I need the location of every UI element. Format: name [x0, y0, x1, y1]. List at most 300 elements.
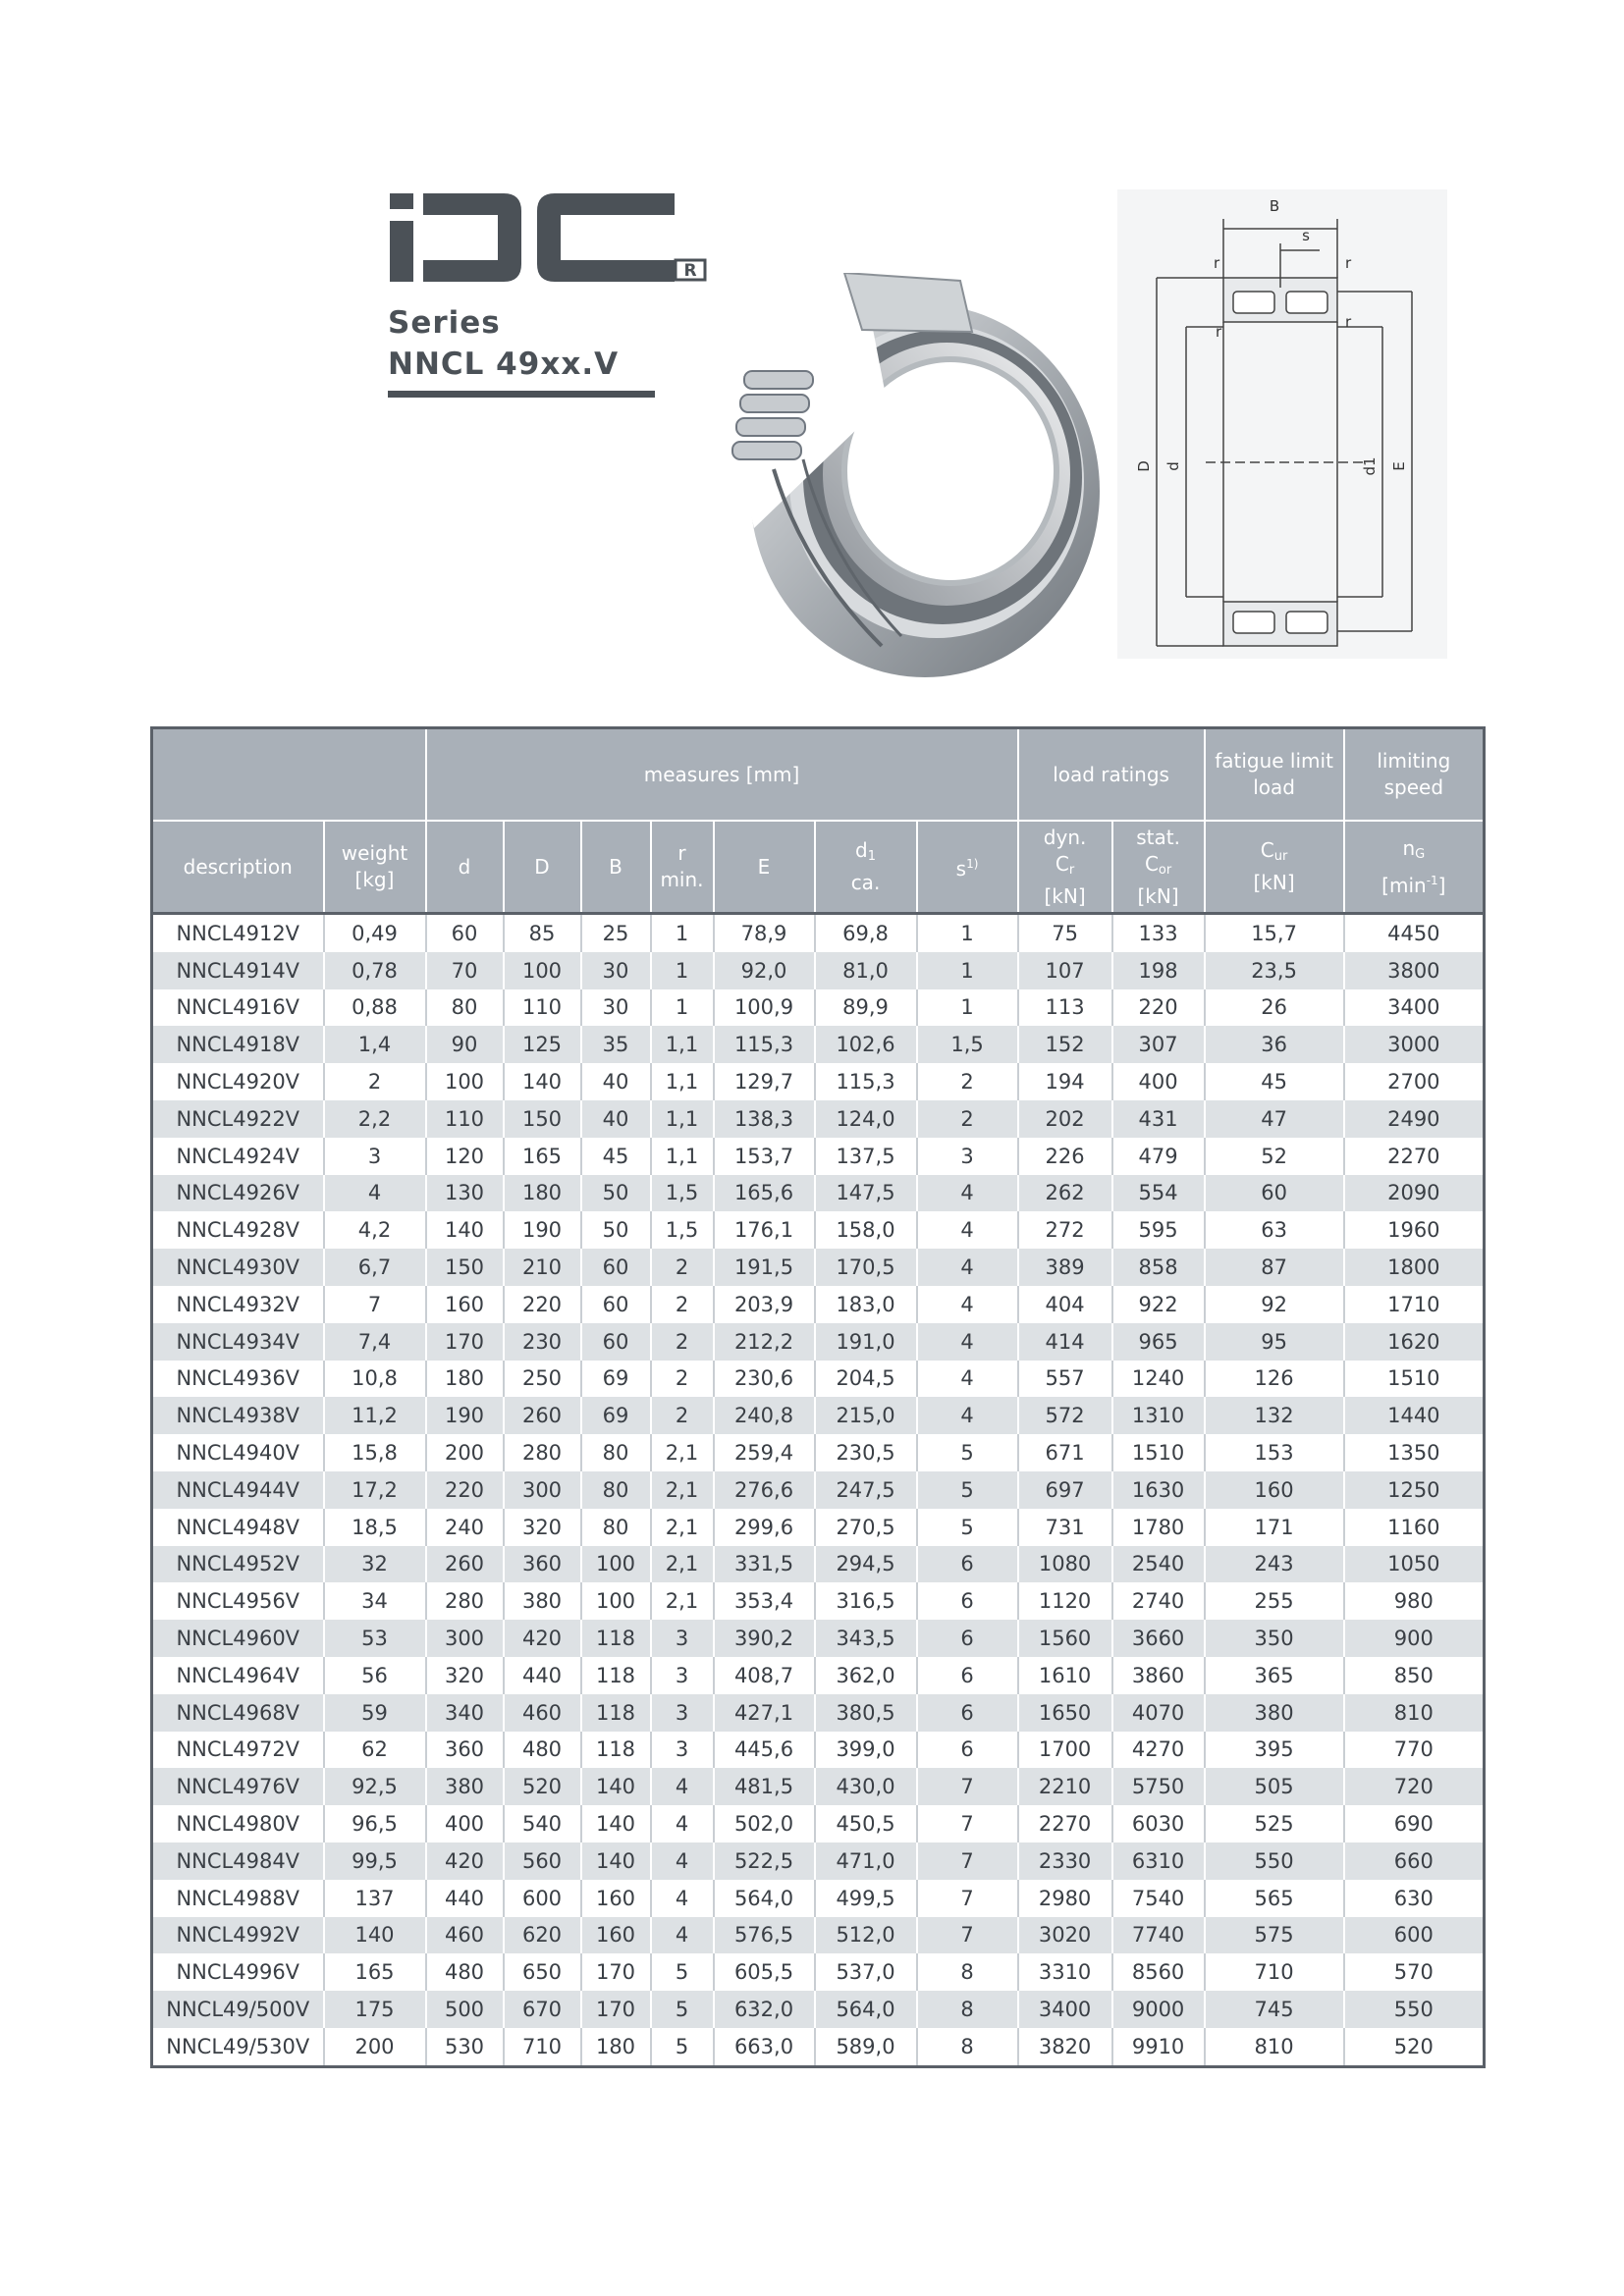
- cell-E: 138,3: [714, 1100, 815, 1138]
- cell-d: 280: [426, 1582, 504, 1620]
- table-row: [152, 1323, 1485, 1361]
- cell-s: 8: [917, 2028, 1018, 2066]
- cell-r-min: 5: [651, 1991, 714, 2028]
- cell-description: NNCL49/500V: [152, 1991, 324, 2028]
- table-row: [152, 1657, 1485, 1694]
- cell-cur: 380: [1205, 1694, 1344, 1732]
- cell-stat-cor: 554: [1112, 1175, 1205, 1212]
- cell-D: 110: [504, 989, 581, 1027]
- cell-B: 25: [581, 914, 651, 952]
- cell-r-min: 2,1: [651, 1509, 714, 1546]
- label-B: B: [1269, 197, 1280, 215]
- cell-d: 460: [426, 1917, 504, 1954]
- cell-r-min: 2,1: [651, 1434, 714, 1471]
- cell-cur: 505: [1205, 1768, 1344, 1805]
- cell-D: 520: [504, 1768, 581, 1805]
- cell-d: 480: [426, 1953, 504, 1991]
- cell-cur: 36: [1205, 1026, 1344, 1063]
- cell-d1: 247,5: [815, 1471, 917, 1509]
- cell-s: 6: [917, 1546, 1018, 1583]
- cell-stat-cor: 595: [1112, 1211, 1205, 1249]
- cell-stat-cor: 479: [1112, 1138, 1205, 1175]
- cell-D: 360: [504, 1546, 581, 1583]
- cell-E: 153,7: [714, 1138, 815, 1175]
- cell-description: NNCL4952V: [152, 1546, 324, 1583]
- cell-D: 150: [504, 1100, 581, 1138]
- cell-D: 320: [504, 1509, 581, 1546]
- cell-d1: 147,5: [815, 1175, 917, 1212]
- cell-weight: 96,5: [324, 1805, 426, 1842]
- cell-r-min: 2,1: [651, 1546, 714, 1583]
- cell-weight: 18,5: [324, 1509, 426, 1546]
- cell-ng: 1800: [1344, 1249, 1485, 1286]
- cell-s: 4: [917, 1211, 1018, 1249]
- table-row: [152, 1211, 1485, 1249]
- cell-s: 2: [917, 1100, 1018, 1138]
- measures-group-header: measures [mm]: [426, 728, 1018, 822]
- col-description: description: [152, 821, 324, 914]
- cell-B: 40: [581, 1100, 651, 1138]
- cell-weight: 34: [324, 1582, 426, 1620]
- col-stat-cor: stat. $C_{or}$ [kN]: [1112, 821, 1205, 914]
- cell-stat-cor: 1780: [1112, 1509, 1205, 1546]
- cell-r-min: 1: [651, 914, 714, 952]
- table-row: [152, 1361, 1485, 1398]
- cell-D: 650: [504, 1953, 581, 1991]
- cell-cur: 395: [1205, 1732, 1344, 1769]
- cell-ng: 1440: [1344, 1397, 1485, 1434]
- table-row: [152, 1471, 1485, 1509]
- table-row: [152, 1063, 1485, 1100]
- cell-B: 160: [581, 1880, 651, 1917]
- cell-description: NNCL4980V: [152, 1805, 324, 1842]
- cell-E: 605,5: [714, 1953, 815, 1991]
- cell-s: 1,5: [917, 1026, 1018, 1063]
- cell-d1: 343,5: [815, 1620, 917, 1657]
- cell-ng: 3000: [1344, 1026, 1485, 1063]
- cell-dyn-cr: 226: [1018, 1138, 1112, 1175]
- cell-B: 160: [581, 1917, 651, 1954]
- cell-ng: 1160: [1344, 1509, 1485, 1546]
- cell-s: 6: [917, 1657, 1018, 1694]
- cell-stat-cor: 4270: [1112, 1732, 1205, 1769]
- cell-stat-cor: 1630: [1112, 1471, 1205, 1509]
- cell-E: 353,4: [714, 1582, 815, 1620]
- cell-D: 480: [504, 1732, 581, 1769]
- cell-ng: 1250: [1344, 1471, 1485, 1509]
- cell-d1: 191,0: [815, 1323, 917, 1361]
- cell-cur: 45: [1205, 1063, 1344, 1100]
- cell-dyn-cr: 2330: [1018, 1842, 1112, 1880]
- cell-d: 340: [426, 1694, 504, 1732]
- cell-d: 240: [426, 1509, 504, 1546]
- cell-ng: 3800: [1344, 952, 1485, 989]
- cell-dyn-cr: 572: [1018, 1397, 1112, 1434]
- cell-r-min: 2: [651, 1361, 714, 1398]
- cell-description: NNCL4918V: [152, 1026, 324, 1063]
- cell-r-min: 2,1: [651, 1471, 714, 1509]
- cell-dyn-cr: 404: [1018, 1286, 1112, 1323]
- cell-E: 191,5: [714, 1249, 815, 1286]
- cell-dyn-cr: 2980: [1018, 1880, 1112, 1917]
- cell-weight: 11,2: [324, 1397, 426, 1434]
- cell-dyn-cr: 697: [1018, 1471, 1112, 1509]
- cell-B: 100: [581, 1582, 651, 1620]
- cell-E: 240,8: [714, 1397, 815, 1434]
- cell-description: NNCL4938V: [152, 1397, 324, 1434]
- cell-B: 60: [581, 1286, 651, 1323]
- cell-stat-cor: 1310: [1112, 1397, 1205, 1434]
- cell-r-min: 4: [651, 1805, 714, 1842]
- cell-d: 120: [426, 1138, 504, 1175]
- table-row: [152, 2028, 1485, 2066]
- cell-stat-cor: 431: [1112, 1100, 1205, 1138]
- cell-d1: 204,5: [815, 1361, 917, 1398]
- cell-stat-cor: 7540: [1112, 1880, 1205, 1917]
- cell-r-min: 3: [651, 1732, 714, 1769]
- cell-d: 400: [426, 1805, 504, 1842]
- cell-description: NNCL4968V: [152, 1694, 324, 1732]
- cell-d: 380: [426, 1768, 504, 1805]
- cell-r-min: 1,5: [651, 1175, 714, 1212]
- cell-description: NNCL4922V: [152, 1100, 324, 1138]
- cell-d: 80: [426, 989, 504, 1027]
- cell-stat-cor: 858: [1112, 1249, 1205, 1286]
- cell-s: 7: [917, 1768, 1018, 1805]
- table-column-header-row: [152, 821, 1485, 914]
- cell-cur: 160: [1205, 1471, 1344, 1509]
- cell-B: 170: [581, 1991, 651, 2028]
- cell-d: 100: [426, 1063, 504, 1100]
- cell-d1: 102,6: [815, 1026, 917, 1063]
- cell-cur: 92: [1205, 1286, 1344, 1323]
- cell-E: 165,6: [714, 1175, 815, 1212]
- cell-cur: 52: [1205, 1138, 1344, 1175]
- cell-cur: 525: [1205, 1805, 1344, 1842]
- cell-D: 125: [504, 1026, 581, 1063]
- cell-d: 500: [426, 1991, 504, 2028]
- cell-dyn-cr: 202: [1018, 1100, 1112, 1138]
- cell-s: 6: [917, 1732, 1018, 1769]
- registered-mark: R: [683, 261, 697, 281]
- cell-stat-cor: 133: [1112, 914, 1205, 952]
- cell-dyn-cr: 1650: [1018, 1694, 1112, 1732]
- table-row: [152, 1842, 1485, 1880]
- label-d1: d1: [1361, 456, 1379, 476]
- cell-dyn-cr: 75: [1018, 914, 1112, 952]
- cell-cur: 565: [1205, 1880, 1344, 1917]
- cell-cur: 87: [1205, 1249, 1344, 1286]
- cell-d: 440: [426, 1880, 504, 1917]
- cell-d1: 362,0: [815, 1657, 917, 1694]
- col-s: $s^{1)}$: [917, 821, 1018, 914]
- cell-cur: 126: [1205, 1361, 1344, 1398]
- cell-d: 420: [426, 1842, 504, 1880]
- cell-cur: 95: [1205, 1323, 1344, 1361]
- cell-description: NNCL4940V: [152, 1434, 324, 1471]
- cell-ng: 2090: [1344, 1175, 1485, 1212]
- cell-r-min: 5: [651, 1953, 714, 1991]
- cell-s: 4: [917, 1249, 1018, 1286]
- cell-E: 115,3: [714, 1026, 815, 1063]
- cell-B: 30: [581, 989, 651, 1027]
- cell-cur: 365: [1205, 1657, 1344, 1694]
- cell-D: 600: [504, 1880, 581, 1917]
- cell-E: 576,5: [714, 1917, 815, 1954]
- cell-B: 30: [581, 952, 651, 989]
- cell-E: 203,9: [714, 1286, 815, 1323]
- cell-d: 140: [426, 1211, 504, 1249]
- cell-s: 2: [917, 1063, 1018, 1100]
- cell-s: 3: [917, 1138, 1018, 1175]
- cell-d: 150: [426, 1249, 504, 1286]
- cell-description: NNCL4996V: [152, 1953, 324, 1991]
- cell-s: 1: [917, 914, 1018, 952]
- cell-description: NNCL4992V: [152, 1917, 324, 1954]
- cell-dyn-cr: 107: [1018, 952, 1112, 989]
- table-row: [152, 1880, 1485, 1917]
- cell-s: 5: [917, 1471, 1018, 1509]
- cell-d1: 430,0: [815, 1768, 917, 1805]
- cell-stat-cor: 400: [1112, 1063, 1205, 1100]
- cell-d1: 124,0: [815, 1100, 917, 1138]
- cell-description: NNCL4964V: [152, 1657, 324, 1694]
- cell-stat-cor: 307: [1112, 1026, 1205, 1063]
- cell-d: 60: [426, 914, 504, 952]
- cell-dyn-cr: 113: [1018, 989, 1112, 1027]
- title-underline: [388, 391, 655, 398]
- cell-B: 50: [581, 1175, 651, 1212]
- cell-E: 129,7: [714, 1063, 815, 1100]
- table-row: [152, 1434, 1485, 1471]
- cell-r-min: 5: [651, 2028, 714, 2066]
- cell-weight: 0,49: [324, 914, 426, 952]
- cell-E: 481,5: [714, 1768, 815, 1805]
- cell-d1: 183,0: [815, 1286, 917, 1323]
- cell-D: 420: [504, 1620, 581, 1657]
- cell-E: 502,0: [714, 1805, 815, 1842]
- cell-D: 440: [504, 1657, 581, 1694]
- cell-s: 4: [917, 1397, 1018, 1434]
- table-row: [152, 1582, 1485, 1620]
- cell-E: 564,0: [714, 1880, 815, 1917]
- cell-stat-cor: 6310: [1112, 1842, 1205, 1880]
- cross-section-drawing: [1117, 189, 1447, 659]
- cell-d1: 294,5: [815, 1546, 917, 1583]
- cell-B: 140: [581, 1842, 651, 1880]
- cell-weight: 56: [324, 1657, 426, 1694]
- cell-r-min: 4: [651, 1917, 714, 1954]
- cell-s: 7: [917, 1805, 1018, 1842]
- cell-D: 165: [504, 1138, 581, 1175]
- cell-description: NNCL4976V: [152, 1768, 324, 1805]
- cell-r-min: 4: [651, 1880, 714, 1917]
- cell-cur: 47: [1205, 1100, 1344, 1138]
- cell-weight: 7,4: [324, 1323, 426, 1361]
- cell-description: NNCL4928V: [152, 1211, 324, 1249]
- cell-dyn-cr: 1560: [1018, 1620, 1112, 1657]
- col-E: E: [714, 821, 815, 914]
- cell-ng: 850: [1344, 1657, 1485, 1694]
- series-title: [388, 302, 619, 385]
- cell-r-min: 2: [651, 1249, 714, 1286]
- cell-s: 4: [917, 1361, 1018, 1398]
- cell-D: 210: [504, 1249, 581, 1286]
- cell-D: 220: [504, 1286, 581, 1323]
- cell-cur: 171: [1205, 1509, 1344, 1546]
- cell-r-min: 2: [651, 1397, 714, 1434]
- cell-weight: 165: [324, 1953, 426, 1991]
- cell-B: 140: [581, 1768, 651, 1805]
- cell-B: 80: [581, 1434, 651, 1471]
- cell-ng: 4450: [1344, 914, 1485, 952]
- cell-stat-cor: 922: [1112, 1286, 1205, 1323]
- series-name: NNCL 49xx.V: [388, 347, 620, 382]
- cell-d: 190: [426, 1397, 504, 1434]
- cell-r-min: 2,1: [651, 1582, 714, 1620]
- cell-r-min: 1: [651, 952, 714, 989]
- cell-r-min: 1,1: [651, 1026, 714, 1063]
- cell-description: NNCL4988V: [152, 1880, 324, 1917]
- cell-ng: 2270: [1344, 1138, 1485, 1175]
- cell-stat-cor: 7740: [1112, 1917, 1205, 1954]
- cell-r-min: 3: [651, 1620, 714, 1657]
- cell-cur: 132: [1205, 1397, 1344, 1434]
- col-D: D: [504, 821, 581, 914]
- cell-weight: 92,5: [324, 1768, 426, 1805]
- cell-stat-cor: 3660: [1112, 1620, 1205, 1657]
- cell-B: 118: [581, 1620, 651, 1657]
- fatigue-limit-header: fatigue limit load: [1205, 728, 1344, 822]
- cell-dyn-cr: 389: [1018, 1249, 1112, 1286]
- cell-D: 280: [504, 1434, 581, 1471]
- cell-r-min: 2: [651, 1323, 714, 1361]
- cell-description: NNCL4924V: [152, 1138, 324, 1175]
- cell-cur: 60: [1205, 1175, 1344, 1212]
- cell-d1: 230,5: [815, 1434, 917, 1471]
- cell-stat-cor: 5750: [1112, 1768, 1205, 1805]
- cell-E: 230,6: [714, 1361, 815, 1398]
- cell-d: 220: [426, 1471, 504, 1509]
- cell-B: 118: [581, 1732, 651, 1769]
- cell-dyn-cr: 152: [1018, 1026, 1112, 1063]
- cell-D: 540: [504, 1805, 581, 1842]
- cell-dyn-cr: 1120: [1018, 1582, 1112, 1620]
- bearing-photo: [715, 273, 1110, 695]
- cell-D: 100: [504, 952, 581, 989]
- table-row: [152, 914, 1485, 952]
- table-row: [152, 1249, 1485, 1286]
- cell-d1: 512,0: [815, 1917, 917, 1954]
- cell-ng: 2490: [1344, 1100, 1485, 1138]
- cell-D: 560: [504, 1842, 581, 1880]
- cell-s: 6: [917, 1620, 1018, 1657]
- cell-D: 190: [504, 1211, 581, 1249]
- cell-r-min: 1,5: [651, 1211, 714, 1249]
- cell-stat-cor: 9910: [1112, 2028, 1205, 2066]
- cell-stat-cor: 9000: [1112, 1991, 1205, 2028]
- cell-s: 1: [917, 989, 1018, 1027]
- cell-s: 5: [917, 1434, 1018, 1471]
- cell-D: 300: [504, 1471, 581, 1509]
- label-s: s: [1302, 227, 1310, 244]
- label-d: d: [1164, 461, 1182, 471]
- table-row: [152, 1805, 1485, 1842]
- cell-d: 180: [426, 1361, 504, 1398]
- cell-s: 7: [917, 1917, 1018, 1954]
- cell-r-min: 4: [651, 1842, 714, 1880]
- label-E: E: [1390, 461, 1408, 471]
- cell-d1: 450,5: [815, 1805, 917, 1842]
- cell-s: 7: [917, 1842, 1018, 1880]
- cell-ng: 980: [1344, 1582, 1485, 1620]
- cell-cur: 15,7: [1205, 914, 1344, 952]
- cell-weight: 3: [324, 1138, 426, 1175]
- cell-weight: 99,5: [324, 1842, 426, 1880]
- table-row: [152, 1953, 1485, 1991]
- cell-d: 90: [426, 1026, 504, 1063]
- table-row: [152, 1768, 1485, 1805]
- cell-description: NNCL4972V: [152, 1732, 324, 1769]
- cell-weight: 0,78: [324, 952, 426, 989]
- cell-ng: 1710: [1344, 1286, 1485, 1323]
- cell-ng: 1510: [1344, 1361, 1485, 1398]
- col-d1: $d_1$ ca.: [815, 821, 917, 914]
- table-row: [152, 1286, 1485, 1323]
- cell-dyn-cr: 3820: [1018, 2028, 1112, 2066]
- cell-D: 85: [504, 914, 581, 952]
- cell-d1: 115,3: [815, 1063, 917, 1100]
- cell-ng: 900: [1344, 1620, 1485, 1657]
- col-r-min: r min.: [651, 821, 714, 914]
- cell-stat-cor: 4070: [1112, 1694, 1205, 1732]
- cell-E: 445,6: [714, 1732, 815, 1769]
- cell-description: NNCL4912V: [152, 914, 324, 952]
- cell-weight: 137: [324, 1880, 426, 1917]
- cell-weight: 4: [324, 1175, 426, 1212]
- cell-E: 276,6: [714, 1471, 815, 1509]
- table-row: [152, 1026, 1485, 1063]
- col-d: d: [426, 821, 504, 914]
- cell-d1: 270,5: [815, 1509, 917, 1546]
- cell-B: 50: [581, 1211, 651, 1249]
- cell-cur: 745: [1205, 1991, 1344, 2028]
- cell-description: NNCL4916V: [152, 989, 324, 1027]
- cell-d1: 380,5: [815, 1694, 917, 1732]
- cell-description: NNCL4914V: [152, 952, 324, 989]
- cell-stat-cor: 198: [1112, 952, 1205, 989]
- cell-s: 8: [917, 1991, 1018, 2028]
- cell-D: 140: [504, 1063, 581, 1100]
- cell-description: NNCL4984V: [152, 1842, 324, 1880]
- cell-description: NNCL4934V: [152, 1323, 324, 1361]
- cell-dyn-cr: 731: [1018, 1509, 1112, 1546]
- cell-weight: 4,2: [324, 1211, 426, 1249]
- cell-d: 300: [426, 1620, 504, 1657]
- cell-ng: 1350: [1344, 1434, 1485, 1471]
- cell-cur: 810: [1205, 2028, 1344, 2066]
- cell-s: 7: [917, 1880, 1018, 1917]
- cell-cur: 23,5: [1205, 952, 1344, 989]
- cell-dyn-cr: 414: [1018, 1323, 1112, 1361]
- cell-stat-cor: 8560: [1112, 1953, 1205, 1991]
- table-row: [152, 1138, 1485, 1175]
- cell-r-min: 1,1: [651, 1100, 714, 1138]
- cell-ng: 600: [1344, 1917, 1485, 1954]
- cell-d1: 137,5: [815, 1138, 917, 1175]
- cell-stat-cor: 3860: [1112, 1657, 1205, 1694]
- cell-ng: 690: [1344, 1805, 1485, 1842]
